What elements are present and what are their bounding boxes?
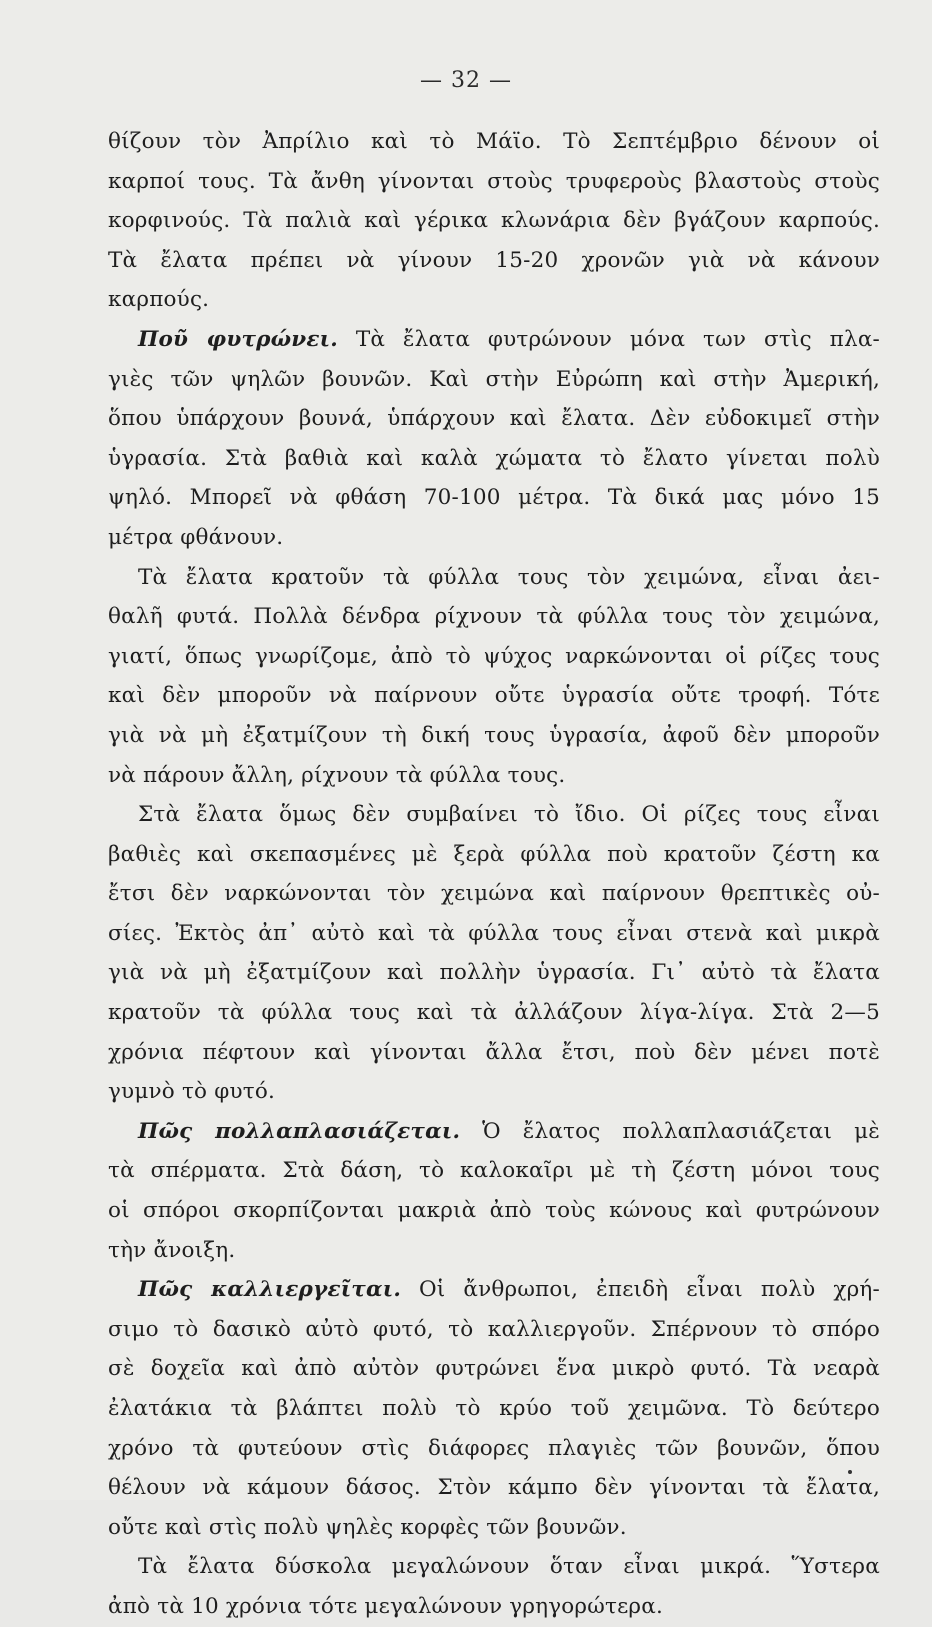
text-line: ἔτσι δὲν ναρκώνονται τὸν χειμώνα καὶ παίρνουν θρεπτικὲς οὐ- (108, 881, 880, 907)
text-line: κορφινούς. Τὰ παλιὰ καὶ γέρικα κλωνάρια δὲν βγάζουν καρπούς. (108, 208, 880, 234)
body-text (108, 122, 880, 1627)
text-line: τὴν ἄνοιξη. (108, 1237, 236, 1263)
section-heading: Πῶς πολλαπλασιάζεται. (138, 1118, 461, 1144)
text-line: ὑγρασία. Στὰ βαθιὰ καὶ καλὰ χώματα τὸ ἔλατο γίνεται πολὺ (108, 445, 880, 471)
text-line: γιὰ νὰ μὴ ἐξατμίζουν καὶ πολλὴν ὑγρασία. Γι᾽ αὐτὸ τὰ ἔλατα (108, 960, 880, 986)
section-heading: Πῶς καλλιεργεῖται. (138, 1277, 402, 1303)
text-line: ἐλατάκια τὰ βλάπτει πολὺ τὸ κρύο τοῦ χειμῶνα. Τὸ δεύτερο (108, 1396, 880, 1421)
text-line: καὶ δὲν μποροῦν νὰ παίρνουν οὔτε ὑγρασία οὔτε τροφή. Τότε (108, 683, 880, 709)
text-line: Στὰ ἔλατα ὅμως δὲν συμβαίνει τὸ ἴδιο. Οἱ ρίζες τους εἶναι (138, 802, 880, 828)
heading-line-text: Οἱ ἄνθρωποι, ἐπειδὴ εἶναι πολὺ χρή- (418, 1277, 880, 1303)
heading-line-text: Τὰ ἔλατα φυτρώνουν μόνα των στὶς πλα- (355, 326, 881, 352)
text-line: βαθιὲς καὶ σκεπασμένες μὲ ξερὰ φύλλα ποὺ κρατοῦν ζέστη κα (108, 841, 880, 867)
text-line: κρατοῦν τὰ φύλλα τους καὶ τὰ ἀλλάζουν λίγα-λίγα. Στὰ 2—5 (108, 1000, 880, 1026)
text-line: ψηλό. Μπορεῖ νὰ φθάση 70-100 μέτρα. Τὰ δικά μας μόνο 15 (108, 485, 880, 511)
text-line: καρπούς. (108, 287, 210, 313)
text-line: μέτρα φθάνουν. (108, 524, 284, 550)
text-line (108, 320, 880, 360)
text-line: οἱ σπόροι σκορπίζονται μακριὰ ἀπὸ τοὺς κώνους καὶ φυτρώνουν (108, 1198, 880, 1224)
text-line (108, 1112, 880, 1152)
text-line: θέλουν νὰ κάμουν δάσος. Στὸν κάμπο δὲν γίνονται τὰ ἔλατα, (108, 1475, 880, 1501)
page-number: — 32 — (420, 68, 512, 93)
text-line: σὲ δοχεῖα καὶ ἀπὸ αὐτὸν φυτρώνει ἕνα μικρὸ φυτό. Τὰ νεαρὰ (108, 1356, 880, 1382)
section-heading: Ποῦ φυτρώνει. (138, 326, 338, 352)
text-line: σίες. Ἐκτὸς ἀπ᾽ αὐτὸ καὶ τὰ φύλλα τους εἶναι στενὰ καὶ μικρὰ (108, 920, 880, 946)
text-line: νὰ πάρουν ἄλλη, ρίχνουν τὰ φύλλα τους. (108, 762, 566, 788)
text-line: Τὰ ἔλατα κρατοῦν τὰ φύλλα τους τὸν χειμώνα, εἶναι ἀει- (138, 564, 880, 590)
text-line: χρόνο τὰ φυτεύουν στὶς διάφορες πλαγιὲς τῶν βουνῶν, ὅπου (108, 1435, 880, 1461)
text-line: σιμο τὸ δασικὸ αὐτὸ φυτό, τὸ καλλιεργοῦν. Σπέρνουν τὸ σπόρο (108, 1316, 880, 1342)
text-line: οὔτε καὶ στὶς πολὺ ψηλὲς κορφὲς τῶν βουνῶν. (108, 1514, 627, 1540)
text-line: γυμνὸ τὸ φυτό. (108, 1079, 276, 1105)
text-line: γιατί, ὅπως γνωρίζομε, ἀπὸ τὸ ψύχος ναρκώνονται οἱ ρίζες τους (108, 643, 880, 669)
text-line: ἀπὸ τὰ 10 χρόνια τότε μεγαλώνουν γρηγορώτερα. (108, 1593, 664, 1619)
text-line: Τὰ ἔλατα πρέπει νὰ γίνουν 15-20 χρονῶν γιὰ νὰ κάνουν (108, 247, 880, 273)
heading-line-text: Ὁ ἔλατος πολλαπλασιάζεται μὲ (482, 1118, 880, 1144)
text-line: Τὰ ἔλατα δύσκολα μεγαλώνουν ὅταν εἶναι μικρά. Ὕστερα (138, 1554, 880, 1580)
text-line: θαλῆ φυτά. Πολλὰ δένδρα ρίχνουν τὰ φύλλα τους τὸν χειμώνα, (108, 604, 880, 630)
text-line: χρόνια πέφτουν καὶ γίνονται ἄλλα ἔτσι, ποὺ δὲν μένει ποτὲ (108, 1039, 880, 1065)
text-line: θίζουν τὸν Ἀπρίλιο καὶ τὸ Μάϊο. Τὸ Σεπτέμβριο δένουν οἱ (108, 129, 880, 154)
text-line: γιὲς τῶν ψηλῶν βουνῶν. Καὶ στὴν Εὐρώπη καὶ στὴν Ἀμερική, (108, 366, 880, 392)
print-speck (848, 1470, 852, 1474)
text-line: καρποί τους. Τὰ ἄνθη γίνονται στοὺς τρυφεροὺς βλαστοὺς στοὺς (108, 168, 880, 194)
text-line: τὰ σπέρματα. Στὰ δάση, τὸ καλοκαῖρι μὲ τὴ ζέστη μόνοι τους (108, 1158, 880, 1184)
text-line: γιὰ νὰ μὴ ἐξατμίζουν τὴ δική τους ὑγρασία, ἀφοῦ δὲν μποροῦν (108, 722, 880, 748)
text-line: ὅπου ὑπάρχουν βουνά, ὑπάρχουν καὶ ἔλατα. Δὲν εὐδοκιμεῖ στὴν (108, 406, 880, 432)
text-line (108, 1270, 880, 1310)
